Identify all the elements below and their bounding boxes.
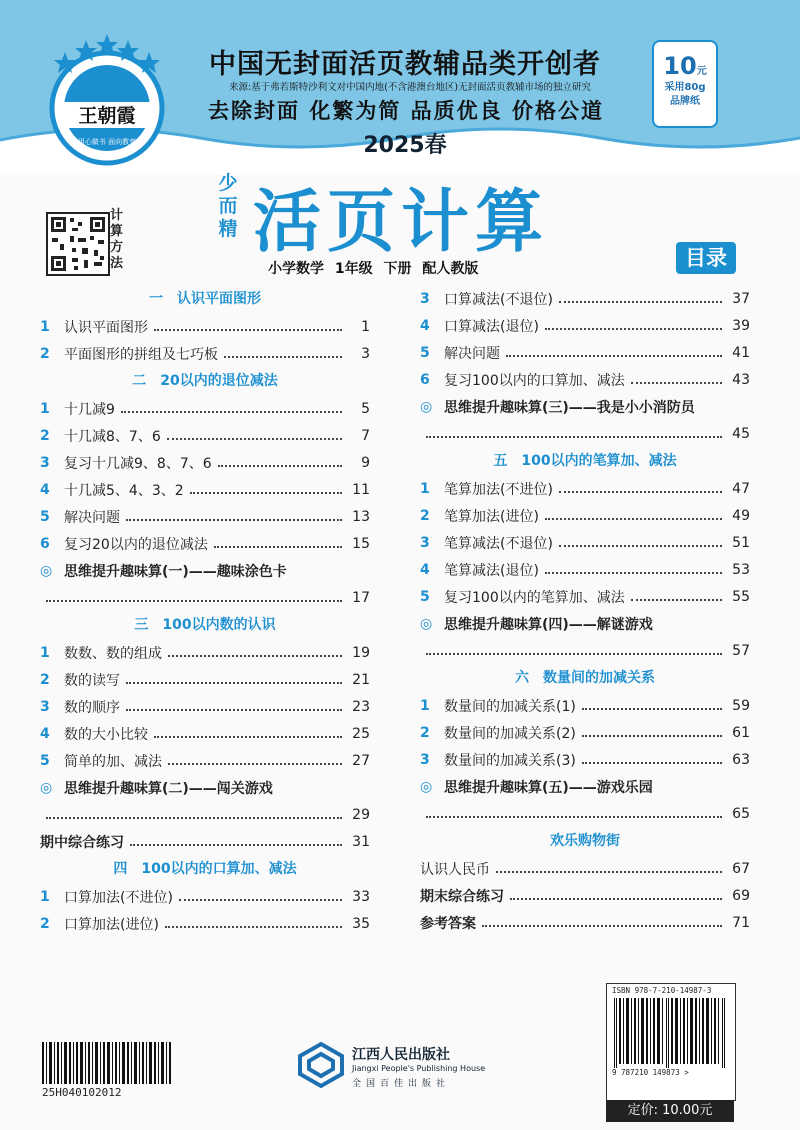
series-label-char: 少 (218, 172, 238, 194)
toc-entry-thinking[interactable] (420, 393, 750, 420)
qr-label (110, 208, 128, 272)
entry-page: 17 (352, 589, 370, 606)
toc-entry-continuation (420, 637, 750, 664)
barcode-code: 25H040102012 (42, 1086, 122, 1099)
entry-number: 5 (420, 588, 430, 605)
section-heading: 五 100以内的笔算加、减法 (493, 453, 677, 469)
leader-dots (154, 736, 342, 738)
entry-number: 3 (420, 534, 430, 551)
entry-title: 认识人民币 (420, 861, 490, 878)
entry-title: 思维提升趣味算(三)——我是小小消防员 (444, 399, 695, 416)
entry-page: 37 (732, 290, 750, 307)
leader-dots (559, 545, 722, 547)
qr-label-char: 法 (110, 256, 124, 271)
entry-number: 5 (40, 508, 50, 525)
toc-badge: 目录 (676, 242, 736, 274)
header-slogan: 去除封面 化繁为简 品质优良 价格公道 (208, 99, 604, 123)
entry-title: 十几减9 (64, 401, 115, 418)
entry-page: 63 (732, 751, 750, 768)
toc-entry[interactable] (40, 530, 370, 557)
entry-number: 3 (420, 751, 430, 768)
toc-entry-midterm[interactable] (40, 828, 370, 855)
entry-page: 69 (732, 887, 750, 904)
entry-number: 3 (40, 698, 50, 715)
publisher-name-en: Jiangxi People's Publishing House (352, 1064, 486, 1073)
leader-dots (224, 356, 342, 358)
toc-entry[interactable] (420, 719, 750, 746)
entry-title: 数的读写 (64, 672, 120, 689)
entry-page: 57 (732, 642, 750, 659)
toc-entry[interactable] (420, 285, 750, 312)
entry-page: 13 (352, 508, 370, 525)
leader-dots (631, 599, 722, 601)
entry-title: 思维提升趣味算(五)——游戏乐园 (444, 779, 653, 796)
entry-title: 口算加法(进位) (64, 916, 159, 933)
toc-entry[interactable] (40, 503, 370, 530)
toc-entry[interactable] (40, 313, 370, 340)
leader-dots (506, 355, 722, 357)
leader-dots (46, 817, 342, 819)
leader-dots (214, 546, 342, 548)
entry-page: 65 (732, 805, 750, 822)
entry-number: 1 (420, 697, 430, 714)
entry-number: 1 (40, 644, 50, 661)
toc-entry[interactable] (40, 693, 370, 720)
toc-entry[interactable] (420, 746, 750, 773)
entry-title: 口算减法(退位) (444, 318, 539, 335)
publisher-name: 江西人民出版社 (352, 1047, 450, 1063)
entry-number: 6 (420, 371, 430, 388)
entry-number: 1 (40, 888, 50, 905)
entry-number: 5 (420, 344, 430, 361)
toc-entry-thinking[interactable] (40, 557, 370, 584)
leader-dots (154, 329, 342, 331)
entry-page: 55 (732, 588, 750, 605)
leader-dots (168, 763, 342, 765)
circle-icon: ◎ (420, 398, 433, 415)
tag-price-value: 10 (663, 52, 697, 80)
isbn-barcode-icon (612, 998, 728, 1068)
leader-dots (121, 411, 342, 413)
section-heading: 二 20以内的退位减法 (132, 373, 278, 389)
entry-number: 5 (40, 752, 50, 769)
leader-dots (168, 655, 342, 657)
entry-title: 复习十几减9、8、7、6 (64, 455, 212, 472)
entry-page: 43 (732, 371, 750, 388)
leader-dots (179, 899, 342, 901)
entry-page: 67 (732, 860, 750, 877)
leader-dots (165, 926, 342, 928)
entry-page: 31 (352, 833, 370, 850)
entry-page: 71 (732, 914, 750, 931)
entry-page: 33 (352, 888, 370, 905)
toc-entry[interactable] (40, 422, 370, 449)
toc-entry[interactable] (40, 449, 370, 476)
qr-label-char: 算 (110, 224, 124, 239)
leader-dots (130, 844, 342, 846)
series-label-char: 而 (218, 195, 238, 217)
entry-page: 1 (361, 318, 370, 335)
section-heading: 一 认识平面图形 (149, 291, 261, 307)
leader-dots (126, 709, 342, 711)
qr-label-char: 方 (110, 240, 124, 255)
toc-entry[interactable] (420, 312, 750, 339)
qr-code-icon (48, 214, 108, 274)
entry-title: 口算加法(不进位) (64, 889, 173, 906)
publisher-subtitle: 全国百佳出版社 (352, 1079, 451, 1089)
leader-dots (46, 600, 342, 602)
circle-icon: ◎ (40, 562, 53, 579)
entry-title: 笔算减法(退位) (444, 562, 539, 579)
entry-number: 2 (40, 345, 50, 362)
series-label (213, 172, 243, 241)
brand-logo (40, 30, 175, 170)
series-label-char: 精 (218, 218, 238, 240)
book-title: 活页计算 (253, 183, 550, 262)
leader-dots (510, 898, 722, 900)
brand-name: 王朝霞 (78, 105, 136, 127)
entry-page: 19 (352, 644, 370, 661)
toc-entry-continuation (420, 800, 750, 827)
leader-dots (582, 708, 722, 710)
entry-page: 9 (361, 454, 370, 471)
leader-dots (545, 328, 722, 330)
entry-number: 2 (420, 724, 430, 741)
entry-title: 复习100以内的笔算加、减法 (444, 589, 625, 606)
entry-page: 51 (732, 534, 750, 551)
tag-price-unit: 元 (696, 66, 707, 77)
toc-entry[interactable] (40, 883, 370, 910)
entry-page: 7 (361, 427, 370, 444)
toc-entry[interactable] (420, 692, 750, 719)
book-subtitle: 小学数学 1年级 下册 配人教版 (268, 261, 479, 277)
entry-title: 十几减8、7、6 (64, 428, 161, 445)
toc-entry[interactable] (420, 502, 750, 529)
header-source-note: 来源:基于弗若斯特沙利文对中国内地(不含港澳台地区)无封面活页教辅市场的独立研究 (228, 82, 592, 93)
toc-entry-continuation (40, 801, 370, 828)
entry-title: 数量间的加减关系(1) (444, 698, 576, 715)
leader-dots (218, 465, 342, 467)
entry-title: 期末综合练习 (420, 888, 504, 905)
section-heading: 欢乐购物街 (550, 833, 620, 849)
entry-title: 解决问题 (444, 345, 500, 362)
leader-dots (631, 382, 722, 384)
leader-dots (496, 871, 722, 873)
entry-title: 数的大小比较 (64, 726, 148, 743)
publisher-logo-icon (296, 1040, 346, 1090)
entry-number: 6 (40, 535, 50, 552)
leader-dots (559, 301, 722, 303)
toc-entry[interactable] (420, 339, 750, 366)
tag-paper-2: 品牌纸 (670, 96, 700, 107)
header-title: 中国无封面活页教辅品类开创者 (209, 49, 601, 80)
isbn-digits: 9 787210 149873 > (612, 1068, 689, 1077)
leader-dots (190, 492, 342, 494)
leader-dots (426, 436, 722, 438)
entry-page: 15 (352, 535, 370, 552)
entry-number: 1 (40, 318, 50, 335)
isbn-number: ISBN 978-7-210-14987-3 (612, 986, 712, 995)
toc-entry-continuation (40, 584, 370, 611)
entry-number: 2 (40, 915, 50, 932)
toc-entry[interactable] (420, 855, 750, 882)
section-heading: 四 100以内的口算加、减法 (113, 861, 297, 877)
leader-dots (582, 762, 722, 764)
toc-entry[interactable] (40, 395, 370, 422)
entry-title: 口算减法(不退位) (444, 291, 553, 308)
entry-page: 5 (361, 400, 370, 417)
entry-page: 25 (352, 725, 370, 742)
entry-page: 47 (732, 480, 750, 497)
toc-entry-thinking[interactable] (420, 773, 750, 800)
entry-title: 思维提升趣味算(一)——趣味涂色卡 (64, 563, 287, 580)
entry-title: 十几减5、4、3、2 (64, 482, 184, 499)
entry-title: 数数、数的组成 (64, 645, 162, 662)
leader-dots (126, 682, 342, 684)
toc-entry[interactable] (420, 529, 750, 556)
leader-dots (582, 735, 722, 737)
entry-page: 29 (352, 806, 370, 823)
entry-title: 复习100以内的口算加、减法 (444, 372, 625, 389)
entry-title: 笔算加法(进位) (444, 508, 539, 525)
entry-number: 4 (40, 725, 50, 742)
entry-number: 2 (40, 427, 50, 444)
entry-number: 2 (420, 507, 430, 524)
toc-entry-final[interactable] (420, 882, 750, 909)
entry-page: 3 (361, 345, 370, 362)
toc-entry[interactable] (40, 340, 370, 367)
entry-number: 3 (420, 290, 430, 307)
entry-title: 数量间的加减关系(2) (444, 725, 576, 742)
qr-label-char: 计 (110, 208, 124, 223)
entry-page: 21 (352, 671, 370, 688)
circle-icon: ◎ (420, 615, 433, 632)
entry-number: 3 (40, 454, 50, 471)
toc-entry-thinking[interactable] (420, 610, 750, 637)
entry-number: 1 (420, 480, 430, 497)
entry-page: 53 (732, 561, 750, 578)
toc-right-column (420, 285, 750, 936)
toc-left-column (40, 285, 370, 937)
circle-icon: ◎ (420, 778, 433, 795)
section-heading: 三 100以内数的认识 (134, 617, 276, 633)
entry-page: 59 (732, 697, 750, 714)
toc-entry[interactable] (420, 366, 750, 393)
entry-page: 41 (732, 344, 750, 361)
toc-entry[interactable] (40, 639, 370, 666)
entry-number: 4 (420, 317, 430, 334)
leader-dots (126, 519, 342, 521)
toc-entry[interactable] (420, 556, 750, 583)
entry-page: 23 (352, 698, 370, 715)
toc-entry[interactable] (40, 747, 370, 774)
leader-dots (545, 572, 722, 574)
barcode-icon (42, 1042, 172, 1084)
leader-dots (167, 438, 342, 440)
entry-title: 认识平面图形 (64, 319, 148, 336)
entry-title: 思维提升趣味算(四)——解谜游戏 (444, 616, 653, 633)
entry-title: 数量间的加减关系(3) (444, 752, 576, 769)
entry-title: 笔算加法(不进位) (444, 481, 553, 498)
brand-tagline: 用心做书 面向教育 (77, 138, 137, 146)
entry-title: 思维提升趣味算(二)——闯关游戏 (64, 780, 273, 797)
toc-entry-thinking[interactable] (40, 774, 370, 801)
leader-dots (482, 925, 722, 927)
entry-number: 1 (40, 400, 50, 417)
leader-dots (426, 653, 722, 655)
toc-entry-continuation (420, 420, 750, 447)
toc-entry-answers[interactable] (420, 909, 750, 936)
price-label: 定价: 10.00元 (606, 1100, 734, 1122)
toc-entry[interactable] (420, 475, 750, 502)
section-heading: 六 数量间的加减关系 (515, 670, 655, 686)
entry-title: 解决问题 (64, 509, 120, 526)
entry-page: 39 (732, 317, 750, 334)
entry-number: 2 (40, 671, 50, 688)
edition-year: 2025春 (363, 133, 447, 158)
entry-title: 复习20以内的退位减法 (64, 536, 208, 553)
toc-entry[interactable] (40, 666, 370, 693)
toc-entry[interactable] (40, 476, 370, 503)
entry-page: 45 (732, 425, 750, 442)
entry-title: 笔算减法(不退位) (444, 535, 553, 552)
circle-icon: ◎ (40, 779, 53, 796)
tag-paper-1: 采用80g (664, 82, 706, 93)
entry-page: 35 (352, 915, 370, 932)
leader-dots (545, 518, 722, 520)
toc-entry[interactable] (40, 720, 370, 747)
entry-page: 11 (352, 481, 370, 498)
entry-page: 61 (732, 724, 750, 741)
toc-entry[interactable] (40, 910, 370, 937)
entry-title: 数的顺序 (64, 699, 120, 716)
price-tag (652, 40, 718, 128)
entry-title: 期中综合练习 (40, 834, 124, 851)
entry-title: 简单的加、减法 (64, 753, 162, 770)
qr-code[interactable] (46, 212, 110, 276)
entry-title: 平面图形的拼组及七巧板 (64, 346, 218, 363)
toc-entry[interactable] (420, 583, 750, 610)
entry-title: 参考答案 (420, 915, 476, 932)
entry-number: 4 (420, 561, 430, 578)
entry-number: 4 (40, 481, 50, 498)
leader-dots (559, 491, 722, 493)
entry-page: 27 (352, 752, 370, 769)
leader-dots (426, 816, 722, 818)
entry-page: 49 (732, 507, 750, 524)
